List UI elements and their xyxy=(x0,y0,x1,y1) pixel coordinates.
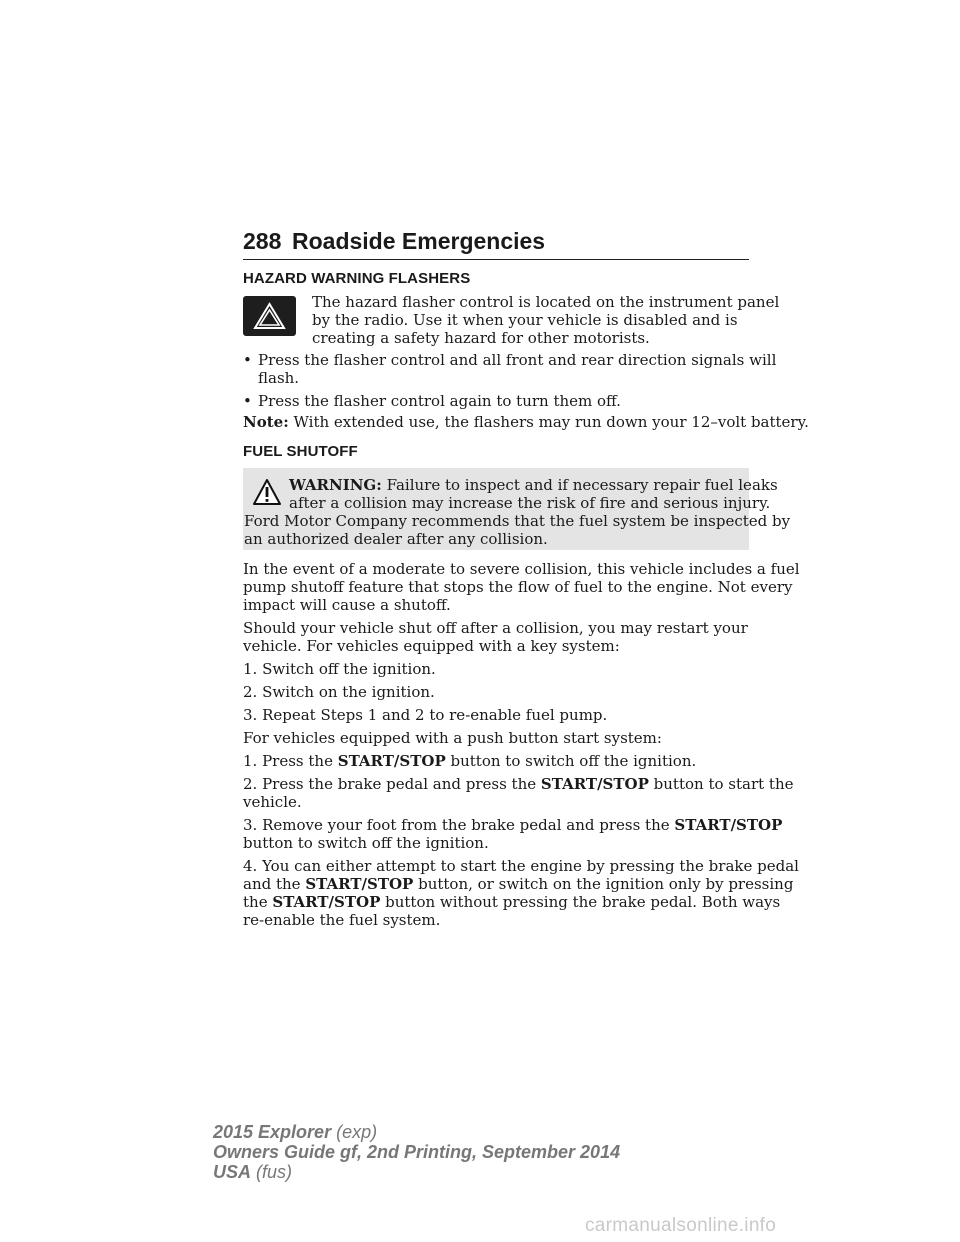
start-stop-label: START/STOP xyxy=(272,893,381,911)
bullet-marker: • xyxy=(243,351,252,369)
hazard-intro-line-2: by the radio. Use it when your vehicle is disabled and is xyxy=(312,311,738,329)
key-step-2: 2. Switch on the ignition. xyxy=(243,683,435,701)
fuel-para-1-line-3: impact will cause a shutoff. xyxy=(243,596,451,614)
warning-line-2: after a collision may increase the risk of fire and serious injury. xyxy=(289,494,771,512)
fuel-para-1-line-2: pump shutoff feature that stops the flow of fuel to the engine. Not every xyxy=(243,578,793,596)
warning-text-1: Failure to inspect and if necessary repair fuel leaks xyxy=(386,476,778,494)
fuel-para-2-line-2: vehicle. For vehicles equipped with a key system: xyxy=(243,637,620,655)
push-step-2-post: button to start the xyxy=(653,775,794,793)
footer-market: USA xyxy=(213,1162,252,1182)
push-step-4-post: button, or switch on the ignition only by pressing xyxy=(418,875,794,893)
page-title: Roadside Emergencies xyxy=(292,228,546,254)
start-stop-label: START/STOP xyxy=(337,752,446,770)
start-stop-label: START/STOP xyxy=(305,875,414,893)
push-step-2-line-1 xyxy=(243,775,793,793)
note-text: With extended use, the flashers may run down your 12–volt battery. xyxy=(293,413,809,431)
push-step-2-pre: 2. Press the brake pedal and press the xyxy=(243,775,537,793)
hazard-heading: HAZARD WARNING FLASHERS xyxy=(243,270,471,287)
warning-line-3: Ford Motor Company recommends that the fuel system be inspected by xyxy=(244,512,791,530)
header-divider xyxy=(243,259,749,260)
push-step-1-pre: 1. Press the xyxy=(243,752,333,770)
hazard-note xyxy=(243,413,809,431)
footer-model: 2015 Explorer xyxy=(213,1122,332,1142)
start-stop-label: START/STOP xyxy=(540,775,649,793)
footer-model-code: (exp) xyxy=(336,1122,378,1142)
watermark: carmanualsonline.info xyxy=(585,1215,777,1236)
push-step-3-line-1 xyxy=(243,816,782,834)
hazard-bullet-1-line-1: Press the flasher control and all front and rear direction signals will xyxy=(258,351,777,369)
fuel-para-1-line-1: In the event of a moderate to severe collision, this vehicle includes a fuel xyxy=(243,560,800,578)
push-step-4-line-3-post: button without pressing the brake pedal. Both ways xyxy=(385,893,781,911)
hazard-flasher-icon xyxy=(243,296,296,336)
push-step-3-line-2: button to switch off the ignition. xyxy=(243,834,489,852)
hazard-intro-line-3: creating a safety hazard for other motorists. xyxy=(312,329,650,347)
footer-guide: Owners Guide gf, 2nd Printing, September 2014 xyxy=(213,1142,621,1162)
warning-line-4: an authorized dealer after any collision. xyxy=(244,530,548,548)
key-step-1: 1. Switch off the ignition. xyxy=(243,660,436,678)
push-step-4-line-4: re-enable the fuel system. xyxy=(243,911,441,929)
hazard-intro-line-1: The hazard flasher control is located on the instrument panel xyxy=(312,293,780,311)
page-number: 288 xyxy=(243,228,282,254)
push-step-2-line-2: vehicle. xyxy=(243,793,302,811)
push-step-1-post: button to switch off the ignition. xyxy=(450,752,697,770)
push-step-4-line-1: 4. You can either attempt to start the engine by pressing the brake pedal xyxy=(243,857,799,875)
warning-line-1 xyxy=(289,476,778,494)
push-step-4-line-3 xyxy=(243,893,780,911)
footer-model-line xyxy=(213,1122,377,1143)
push-step-4-line-2 xyxy=(243,875,793,893)
start-stop-label: START/STOP xyxy=(674,816,783,834)
footer-market-line xyxy=(213,1162,292,1183)
warning-triangle-icon xyxy=(252,478,282,506)
warning-label: WARNING: xyxy=(289,476,382,494)
push-step-3-pre: 3. Remove your foot from the brake pedal and press the xyxy=(243,816,670,834)
fuel-para-2-line-1: Should your vehicle shut off after a collision, you may restart your xyxy=(243,619,748,637)
note-label: Note: xyxy=(243,413,289,431)
hazard-bullet-2: Press the flasher control again to turn them off. xyxy=(258,392,621,410)
footer-market-code: (fus) xyxy=(256,1162,293,1182)
push-intro: For vehicles equipped with a push button start system: xyxy=(243,729,662,747)
page-header xyxy=(243,228,749,262)
key-step-3: 3. Repeat Steps 1 and 2 to re-enable fuel pump. xyxy=(243,706,608,724)
fuel-shutoff-heading: FUEL SHUTOFF xyxy=(243,443,358,460)
push-step-4-line-3-pre: the xyxy=(243,893,268,911)
bullet-marker: • xyxy=(243,392,252,410)
push-step-4-pre: and the xyxy=(243,875,301,893)
push-step-1 xyxy=(243,752,696,770)
hazard-bullet-1-line-2: flash. xyxy=(258,369,300,387)
